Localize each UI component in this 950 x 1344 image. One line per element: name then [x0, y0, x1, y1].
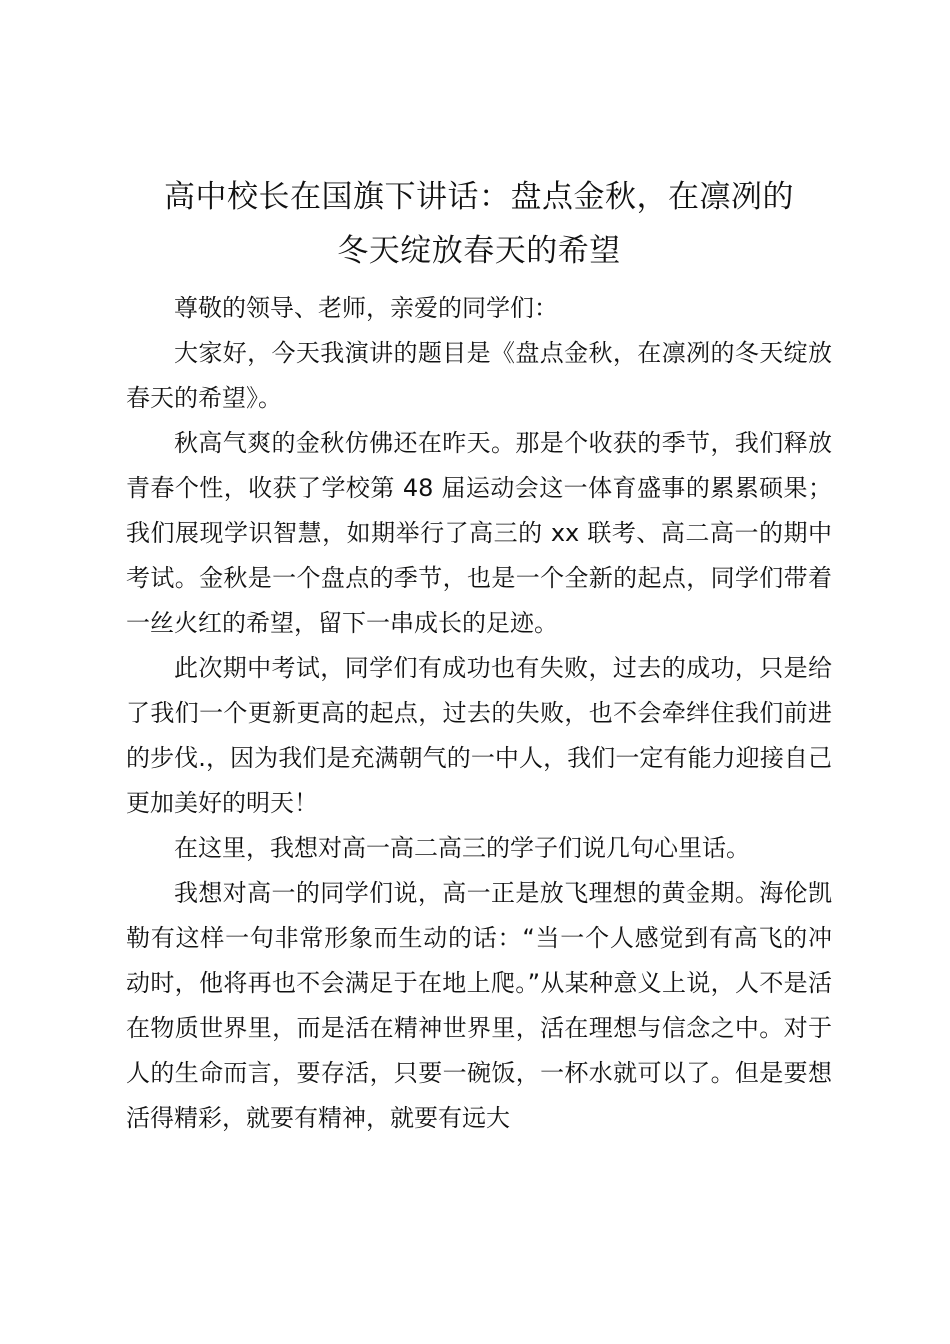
paragraph-autumn: 秋高气爽的金秋仿佛还在昨天。那是个收获的季节，我们释放青春个性，收获了学校第 48 届运动会这一体育盛事的累累硕果；我们展现学识智慧，如期举行了高三的 xx 联考、高二高一的期中考试。金秋是一个盘点的季节，也是一个全新的起点，同学们带着一丝火红的希望，留下一串成长的足迹。 [126, 429, 832, 637]
paragraph-midterm: 此次期中考试，同学们有成功也有失败，过去的成功，只是给了我们一个更新更高的起点，过去的失败，也不会牵绊住我们前进的步伐.，因为我们是充满朝气的一中人，我们一定有能力迎接自己更加美好的明天！ [126, 654, 832, 817]
paragraph-grade-one: 我想对高一的同学们说，高一正是放飞理想的黄金期。海伦凯勒有这样一句非常形象而生动的话：“当一个人感觉到有高飞的冲动时，他将再也不会满足于在地上爬。”从某种意义上说，人不是活在物质世界里，而是活在精神世界里，活在理想与信念之中。对于人的生命而言，要存活，只要一碗饭，一杯水就可以了。但是要想活得精彩，就要有精神，就要有远大 [126, 879, 832, 1132]
title-line-2: 冬天绽放春天的希望 [337, 233, 621, 269]
document-page [126, 170, 832, 1141]
salutation: 尊敬的领导、老师，亲爱的同学们： [174, 294, 558, 322]
paragraph-opening: 大家好，今天我演讲的题目是《盘点金秋，在凛冽的冬天绽放春天的希望》。 [126, 339, 832, 412]
title-line-1: 高中校长在国旗下讲话：盘点金秋，在凛冽的 [164, 179, 794, 215]
document-title [126, 170, 832, 278]
paragraph-address: 在这里，我想对高一高二高三的学子们说几句心里话。 [174, 834, 750, 862]
